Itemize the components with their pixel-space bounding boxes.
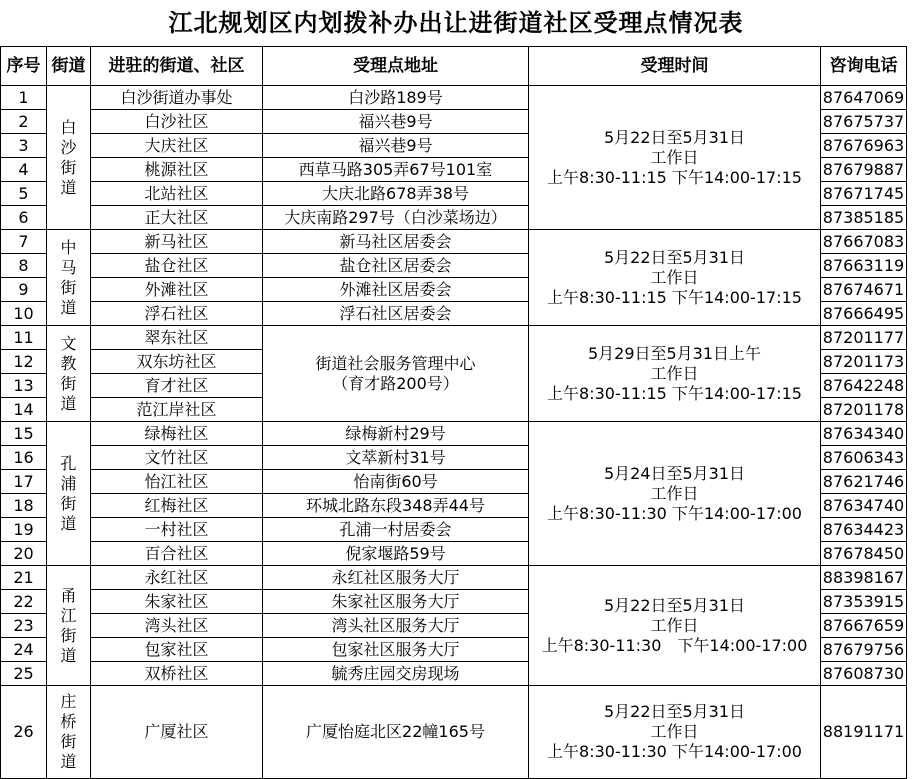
page-title: 江北规划区内划拨补办出让进街道社区受理点情况表 (168, 9, 744, 37)
row-no: 20 (1, 542, 47, 566)
address-cell: 倪家堰路59号 (263, 542, 529, 566)
phone-cell: 87385185 (821, 206, 907, 230)
phone-cell: 87634740 (821, 494, 907, 518)
address-cell: 环城北路东段348弄44号 (263, 494, 529, 518)
time-dates: 5月22日至5月31日 (603, 127, 746, 147)
row-no: 25 (1, 662, 47, 686)
community-cell: 怡江社区 (91, 470, 263, 494)
community-cell: 广厦社区 (91, 686, 263, 779)
address-cell: 白沙路189号 (263, 86, 529, 110)
community-cell: 双东坊社区 (91, 350, 263, 374)
address-cell: 西草马路305弄67号101室 (263, 158, 529, 182)
phone-cell: 87675737 (821, 110, 907, 134)
time-hours: 上午8:30-11:30 下午14:00-17:00 (541, 635, 808, 655)
phone-cell: 87667083 (821, 230, 907, 254)
time-hours: 上午8:30-11:15 下午14:00-17:15 (547, 383, 802, 403)
phone-cell: 87671745 (821, 182, 907, 206)
time-dates: 5月22日至5月31日 (603, 702, 746, 721)
header-no: 序号 (1, 47, 47, 86)
phone-cell: 87201173 (821, 350, 907, 374)
community-cell: 北站社区 (91, 182, 263, 206)
community-cell: 范江岸社区 (91, 398, 263, 422)
time-cell (529, 326, 821, 422)
street-cell (47, 566, 91, 686)
time-days: 工作日 (650, 615, 699, 635)
community-cell: 湾头社区 (91, 614, 263, 638)
phone-cell: 87606343 (821, 446, 907, 470)
community-cell: 朱家社区 (91, 590, 263, 614)
row-no: 24 (1, 638, 47, 662)
row-no: 13 (1, 374, 47, 398)
time-cell (529, 686, 821, 779)
address-cell: 大庆北路678弄38号 (263, 182, 529, 206)
community-cell: 红梅社区 (91, 494, 263, 518)
community-cell: 文竹社区 (91, 446, 263, 470)
header-phone: 咨询电话 (821, 47, 907, 86)
community-cell: 白沙社区 (91, 110, 263, 134)
phone-cell: 87666495 (821, 302, 907, 326)
street-name: 孔浦街道 (60, 453, 77, 533)
phone-cell: 87201177 (821, 326, 907, 350)
community-cell: 新马社区 (91, 230, 263, 254)
street-cell (47, 230, 91, 326)
street-name: 白沙街道 (60, 117, 77, 197)
table-row (1, 86, 907, 110)
address-line: （育才路200号） (332, 373, 459, 393)
community-cell: 白沙街道办事处 (91, 86, 263, 110)
time-hours: 上午8:30-11:30 下午14:00-17:00 (547, 503, 802, 523)
address-cell: 外滩社区居委会 (263, 278, 529, 302)
address-cell: 孔浦一村居委会 (263, 518, 529, 542)
address-cell (263, 326, 529, 422)
time-days: 工作日 (650, 363, 699, 383)
street-cell (47, 86, 91, 230)
row-no: 16 (1, 446, 47, 470)
phone-cell: 87634423 (821, 518, 907, 542)
acceptance-table (0, 46, 907, 779)
address-cell: 福兴巷9号 (263, 110, 529, 134)
row-no: 17 (1, 470, 47, 494)
row-no: 23 (1, 614, 47, 638)
row-no: 12 (1, 350, 47, 374)
phone-cell: 87667659 (821, 614, 907, 638)
address-cell: 毓秀庄园交房现场 (263, 662, 529, 686)
time-hours: 上午8:30-11:30 下午14:00-17:00 (547, 742, 802, 761)
address-cell: 朱家社区服务大厅 (263, 590, 529, 614)
row-no: 26 (1, 686, 47, 779)
row-no: 15 (1, 422, 47, 446)
time-days: 工作日 (650, 267, 699, 287)
row-no: 11 (1, 326, 47, 350)
street-name: 中马街道 (60, 237, 77, 317)
time-cell (529, 86, 821, 230)
community-cell: 外滩社区 (91, 278, 263, 302)
community-cell: 绿梅社区 (91, 422, 263, 446)
street-name: 文教街道 (60, 333, 77, 413)
time-days: 工作日 (650, 483, 699, 503)
phone-cell: 87608730 (821, 662, 907, 686)
phone-cell: 87679756 (821, 638, 907, 662)
community-cell: 永红社区 (91, 566, 263, 590)
table-row (1, 566, 907, 590)
address-cell: 湾头社区服务大厅 (263, 614, 529, 638)
row-no: 14 (1, 398, 47, 422)
community-cell: 翠东社区 (91, 326, 263, 350)
time-cell (529, 566, 821, 686)
time-dates: 5月22日至5月31日 (603, 247, 746, 267)
phone-cell: 87642248 (821, 374, 907, 398)
time-dates: 5月22日至5月31日 (603, 595, 746, 615)
community-cell: 包家社区 (91, 638, 263, 662)
row-no: 19 (1, 518, 47, 542)
time-hours: 上午8:30-11:15 下午14:00-17:15 (547, 287, 802, 307)
phone-cell: 87674671 (821, 278, 907, 302)
address-cell: 广厦怡庭北区22幢165号 (263, 686, 529, 779)
row-no: 22 (1, 590, 47, 614)
address-cell: 福兴巷9号 (263, 134, 529, 158)
table-row (1, 686, 907, 779)
phone-cell: 87621746 (821, 470, 907, 494)
header-row (1, 47, 907, 86)
street-cell (47, 326, 91, 422)
row-no: 10 (1, 302, 47, 326)
time-dates: 5月29日至5月31日上午 (587, 343, 762, 363)
row-no: 7 (1, 230, 47, 254)
address-cell: 文萃新村31号 (263, 446, 529, 470)
address-line: 街道社会服务管理中心 (315, 353, 476, 373)
phone-cell: 87353915 (821, 590, 907, 614)
phone-cell: 87647069 (821, 86, 907, 110)
header-address: 受理点地址 (263, 47, 529, 86)
phone-cell: 88398167 (821, 566, 907, 590)
row-no: 4 (1, 158, 47, 182)
community-cell: 一村社区 (91, 518, 263, 542)
phone-cell: 87676963 (821, 134, 907, 158)
phone-cell: 87679887 (821, 158, 907, 182)
row-no: 9 (1, 278, 47, 302)
phone-cell: 87678450 (821, 542, 907, 566)
street-cell (47, 422, 91, 566)
community-cell: 双桥社区 (91, 662, 263, 686)
phone-cell: 87201178 (821, 398, 907, 422)
address-cell: 绿梅新村29号 (263, 422, 529, 446)
time-days: 工作日 (650, 147, 699, 167)
table-row (1, 230, 907, 254)
table-row (1, 422, 907, 446)
time-hours: 上午8:30-11:15 下午14:00-17:15 (547, 167, 802, 187)
phone-cell: 87634340 (821, 422, 907, 446)
address-cell: 浮石社区居委会 (263, 302, 529, 326)
row-no: 6 (1, 206, 47, 230)
address-cell: 怡南街60号 (263, 470, 529, 494)
community-cell: 育才社区 (91, 374, 263, 398)
header-street: 街道 (47, 47, 91, 86)
community-cell: 盐仓社区 (91, 254, 263, 278)
row-no: 2 (1, 110, 47, 134)
street-name: 甬江街道 (60, 585, 77, 665)
address-cell: 大庆南路297号（白沙菜场边） (263, 206, 529, 230)
time-cell (529, 230, 821, 326)
address-cell: 永红社区服务大厅 (263, 566, 529, 590)
community-cell: 桃源社区 (91, 158, 263, 182)
header-community: 进驻的街道、社区 (91, 47, 263, 86)
community-cell: 浮石社区 (91, 302, 263, 326)
address-cell: 盐仓社区居委会 (263, 254, 529, 278)
row-no: 21 (1, 566, 47, 590)
row-no: 1 (1, 86, 47, 110)
row-no: 8 (1, 254, 47, 278)
phone-cell: 88191171 (821, 686, 907, 779)
table-row (1, 326, 907, 350)
row-no: 5 (1, 182, 47, 206)
address-cell: 包家社区服务大厅 (263, 638, 529, 662)
phone-cell: 87663119 (821, 254, 907, 278)
time-cell (529, 422, 821, 566)
header-time: 受理时间 (529, 47, 821, 86)
time-days: 工作日 (650, 722, 699, 741)
street-cell (47, 686, 91, 779)
street-name: 庄桥街道 (60, 692, 77, 771)
time-dates: 5月24日至5月31日 (603, 463, 746, 483)
row-no: 3 (1, 134, 47, 158)
community-cell: 大庆社区 (91, 134, 263, 158)
community-cell: 正大社区 (91, 206, 263, 230)
community-cell: 百合社区 (91, 542, 263, 566)
address-cell: 新马社区居委会 (263, 230, 529, 254)
row-no: 18 (1, 494, 47, 518)
